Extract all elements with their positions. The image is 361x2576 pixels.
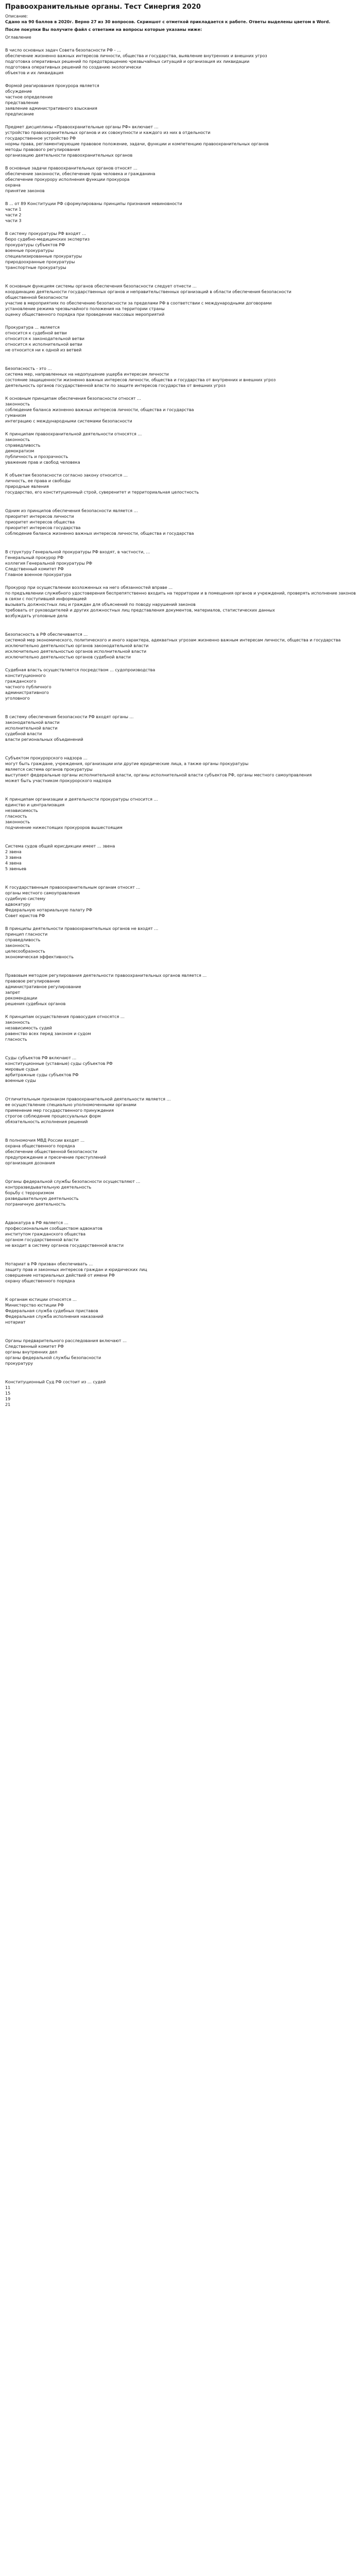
spacer-line xyxy=(5,1248,356,1254)
answer-option: решения судебных органов xyxy=(5,1002,66,1006)
answer-option: Генеральный прокурор РФ xyxy=(5,555,64,560)
answer-option: органы местного самоуправления xyxy=(5,891,80,895)
question-text: Нотариат в РФ призван обеспечивать … xyxy=(5,1262,93,1266)
answer-option: органом государственной власти xyxy=(5,1238,79,1242)
answer-option: приоритет интересов общества xyxy=(5,520,75,524)
question-text: К принципам организации и деятельности прокуратуры относится … xyxy=(5,797,158,802)
spacer-line xyxy=(5,536,356,542)
answer-option: части 1 xyxy=(5,207,22,212)
answer-option: организацию деятельности правоохранительных органов xyxy=(5,153,133,158)
answer-option: конституционные (уставные) суды субъектов РФ xyxy=(5,1061,113,1066)
spacer-line xyxy=(5,1284,356,1290)
question-text: Правовым методом регулирования деятельности правоохранительных органов является … xyxy=(5,973,207,978)
answer-option: могут быть граждане, учреждения, организации или другие юридические лица, а также органы прокуратуры xyxy=(5,761,249,766)
question-text: В систему обеспечения безопасности РФ входят органы … xyxy=(5,715,134,719)
question-text: Прокурор при осуществлении возложенных на него обязанностей вправе … xyxy=(5,585,173,590)
answer-option: объектов и их ликвидация xyxy=(5,71,64,75)
question-text: К принципам правоохранительной деятельности относятся … xyxy=(5,432,142,436)
answer-option: состояние защищенности жизненно важных интересов личности, общества и государства от внутренних и внешних угроз xyxy=(5,378,276,382)
answer-option: оценку общественного порядка при проведении массовых мероприятий xyxy=(5,312,165,317)
answer-option: система мер, направленных на недопущение ущерба интересам личности xyxy=(5,372,169,377)
question-text: Адвокатура в РФ является … xyxy=(5,1221,68,1225)
answer-option: справедливость xyxy=(5,443,41,448)
answer-option: судебной власти xyxy=(5,732,42,736)
question-text: Безопасность - это … xyxy=(5,366,52,371)
answer-option: органы внутренних дел xyxy=(5,1350,58,1354)
question-text: В принципы деятельности правоохранительных органов не входят … xyxy=(5,926,159,931)
spacer-line xyxy=(5,1083,356,1089)
answer-option: рекомендации xyxy=(5,996,38,1001)
answer-option: возбуждать уголовные дела xyxy=(5,614,68,618)
answer-option: принцип гласности xyxy=(5,932,48,937)
answer-option: запрет xyxy=(5,990,21,995)
answer-option: уголовного xyxy=(5,696,30,701)
answer-option: гражданского xyxy=(5,679,37,684)
answer-option: не входит в систему органов государственной власти xyxy=(5,1243,124,1248)
answer-option: подчинение нижестоящих прокуроров вышестоящим xyxy=(5,825,123,830)
description-label: Описание: xyxy=(5,14,28,19)
spacer-line xyxy=(5,701,356,707)
answer-option: бюро судебно-медицинских экспертиз xyxy=(5,237,90,242)
answer-option: исключительно деятельностью органов законодательной власти xyxy=(5,643,149,648)
spacer-line xyxy=(5,270,356,276)
answer-option: строгое соблюдение процессуальных форм xyxy=(5,1114,101,1118)
answer-option: пограничную деятельность xyxy=(5,1202,66,1207)
answer-option: приоритет интересов государства xyxy=(5,526,81,530)
question-text: Отличительным признаком правоохранительной деятельности является … xyxy=(5,1097,171,1101)
answer-option: принятие законов xyxy=(5,189,45,193)
answer-option: законность xyxy=(5,1020,30,1025)
question-text: Оглавление xyxy=(5,35,31,40)
answer-option: по предъявлении служебного удостоверения беспрепятственно входить на территории и в помещения органов и учреждений, проверять исполнение законов в связи с поступившей информацией xyxy=(5,591,356,601)
answer-option: военные суды xyxy=(5,1078,36,1083)
answer-option: охрану общественного порядка xyxy=(5,1279,75,1283)
question-text: Одним из принципов обеспечения безопасности является … xyxy=(5,509,138,513)
answer-option: профессиональным сообществом адвокатов xyxy=(5,1226,102,1231)
answer-option: интеграцию с международными системами безопасности xyxy=(5,419,132,423)
question-text: В полномочия МВД России входят … xyxy=(5,1138,85,1143)
purchase-notice: После покупки Вы получите файл с ответами на вопросы которые указаны ниже: xyxy=(5,27,202,32)
answer-option: личность, ее права и свободы xyxy=(5,479,71,483)
answer-option: институтом гражданского общества xyxy=(5,1232,85,1236)
answer-option: гласность xyxy=(5,814,27,819)
answer-option: целесообразность xyxy=(5,949,45,954)
question-text: В основные задачи правоохранительных органов относят … xyxy=(5,166,137,171)
answer-option: уважение прав и свобод человека xyxy=(5,460,80,465)
spacer-line xyxy=(5,742,356,748)
question-text: В ... от 89 Конституции РФ сформулированы принципы признания невиновности xyxy=(5,201,182,206)
answer-option: Федеральная служба исполнения наказаний xyxy=(5,1314,104,1319)
question-text: Суды субъектов РФ включают … xyxy=(5,1056,77,1060)
spacer-line xyxy=(5,1325,356,1331)
question-text: Органы федеральной службы безопасности осуществляют … xyxy=(5,1179,141,1184)
question-text: В число основных задач Совета безопасности РФ - … xyxy=(5,48,122,53)
spacer-line xyxy=(5,1042,356,1048)
question-text: Предмет дисциплины «Правоохранительные органы РФ» включает … xyxy=(5,125,159,129)
answer-option: 2 звена xyxy=(5,850,22,854)
answer-option: охрана общественного порядка xyxy=(5,1144,75,1148)
answer-option: борьбу с терроризмом xyxy=(5,1191,54,1195)
answer-option: 15 xyxy=(5,1391,11,1396)
spacer-line xyxy=(5,831,356,836)
answer-option: обязательность исполнения решений xyxy=(5,1120,88,1124)
question-text: Система судов общей юрисдикции имеет … звена xyxy=(5,844,115,849)
answer-option: государственное устройство РФ xyxy=(5,136,76,141)
question-text: К основным функциям системы органов обеспечения безопасности следует отнести … xyxy=(5,284,197,289)
answer-option: требовать от руководителей и других должностных лиц представления документов, материалов, статистических данных xyxy=(5,608,275,613)
question-text: В структуру Генеральной прокуратуры РФ входят, в частности, … xyxy=(5,550,150,554)
question-text: Конституционный Суд РФ состоит из … судей xyxy=(5,1380,106,1384)
answer-option: деятельность органов государственной власти по защите интересов государства от внешних угроз xyxy=(5,383,226,388)
answer-option: Следственный комитет РФ xyxy=(5,567,64,571)
document-title: Правоохранительные органы. Тест Синергия 2020 xyxy=(5,3,201,11)
spacer-line xyxy=(5,960,356,965)
answer-option: власти региональных объединений xyxy=(5,737,83,742)
answer-option: прокуратуры субъектов РФ xyxy=(5,243,65,247)
answer-option: представление xyxy=(5,100,39,105)
answer-option: законность xyxy=(5,402,30,406)
answer-option: соблюдение баланса жизненно важных интересов личности, общества и государства xyxy=(5,408,194,412)
answer-option: государство, его конституционный строй, суверенитет и территориальная целостность xyxy=(5,490,199,495)
answer-option: Федеральная служба судебных приставов xyxy=(5,1309,98,1313)
spacer-line xyxy=(5,872,356,877)
question-text: Органы предварительного расследования включают … xyxy=(5,1338,127,1343)
answer-option: относится к судебной ветви xyxy=(5,331,67,335)
answer-option: исключительно деятельностью органов исполнительной власти xyxy=(5,649,147,654)
answer-option: гуманизм xyxy=(5,413,26,418)
answer-option: предписание xyxy=(5,112,34,116)
answer-option: организация дознания xyxy=(5,1161,55,1165)
answer-option: защиту прав и законных интересов граждан и юридических лиц xyxy=(5,1267,147,1272)
answer-option: частного публичного xyxy=(5,685,51,689)
answer-option: коллегия Генеральной прокуратуры РФ xyxy=(5,561,93,566)
answer-option: может быть участником прокурорского надзора xyxy=(5,778,111,783)
answer-option: справедливость xyxy=(5,938,41,942)
answer-option: устройство правоохранительных органов и их совокупности и каждого из них в отдельности xyxy=(5,130,211,135)
answer-option: применение мер государственного принуждения xyxy=(5,1108,114,1113)
answer-option: нормы права, регламентирующие правовое положение, задачи, функции и компетенцию правоохранительных органов xyxy=(5,142,269,146)
answer-option: части 2 xyxy=(5,213,22,217)
answer-option: не относится ни к одной из ветвей xyxy=(5,348,82,352)
answer-option: природоохранные прокуратуры xyxy=(5,260,75,264)
question-text: К объектам безопасности согласно закону относится … xyxy=(5,473,128,478)
spacer-line xyxy=(5,1207,356,1213)
answer-option: нотариат xyxy=(5,1320,26,1325)
spacer-line xyxy=(5,784,356,789)
answer-option: независимость xyxy=(5,808,38,813)
answer-option: независимость судей xyxy=(5,1026,52,1030)
answer-option: заявление административного взыскания xyxy=(5,106,97,111)
answer-option: Министерство юстиции РФ xyxy=(5,1303,64,1308)
question-text: Формой реагирования прокурора является xyxy=(5,83,99,88)
answer-option: вызывать должностных лиц и граждан для объяснений по поводу нарушений законов xyxy=(5,602,196,607)
spacer-line xyxy=(5,619,356,624)
answer-option: 3 звена xyxy=(5,855,22,860)
answer-option: законность xyxy=(5,943,30,948)
answer-option: является система органов прокуратуры xyxy=(5,767,93,772)
answer-option: методы правового регулирования xyxy=(5,147,80,152)
answer-option: обсуждение xyxy=(5,89,32,94)
answer-option: законность xyxy=(5,437,30,442)
description-text: Сдано на 90 баллов в 2020г. Верно 27 из 30 вопросов. Скриншот с отметкой прикладается к работе. Ответы выделены цветом в Word. xyxy=(5,20,331,24)
answer-option: обеспечение общественной безопасности xyxy=(5,1149,97,1154)
answer-option: 4 звена xyxy=(5,861,22,866)
answer-option: частное определение xyxy=(5,95,53,99)
question-text: Судебная власть осуществляется посредством ... судопроизводства xyxy=(5,668,156,672)
spacer-line xyxy=(5,353,356,359)
answer-option: Федеральную нотариальную палату РФ xyxy=(5,908,93,912)
answer-option: общественной безопасности xyxy=(5,295,68,300)
answer-option: охрана xyxy=(5,183,21,188)
spacer-line xyxy=(5,1366,356,1372)
answer-option: контрразведывательную деятельность xyxy=(5,1185,92,1190)
answer-option: предупреждение и пресечение преступлений xyxy=(5,1155,107,1160)
answer-option: административное регулирование xyxy=(5,985,81,989)
question-text: Безопасность в РФ обеспечивается … xyxy=(5,632,88,637)
answer-option: 5 звеньев xyxy=(5,867,27,871)
answer-option: административного xyxy=(5,690,49,695)
answer-option: относится к законодательной ветви xyxy=(5,336,84,341)
answer-option: обеспечение прокурору исполнения функции прокурора xyxy=(5,177,130,182)
question-text: К принципам осуществления правосудия относятся … xyxy=(5,1014,125,1019)
answer-option: публичность и прозрачность xyxy=(5,454,68,459)
question-list xyxy=(5,35,356,1408)
spacer-line xyxy=(5,1125,356,1130)
question-text: В систему прокуратуры РФ входят … xyxy=(5,231,87,236)
answer-option: координацию деятельности государственных органов и неправительственных организаций в области обеспечения безопасности xyxy=(5,290,291,294)
answer-option: относится к исполнительной ветви xyxy=(5,342,82,347)
answer-option: адвокатуру xyxy=(5,902,30,907)
answer-option: правовое регулирование xyxy=(5,979,60,984)
answer-option: Следственный комитет РФ xyxy=(5,1344,64,1349)
question-text: К государственным правоохранительным органам относят … xyxy=(5,885,141,890)
answer-option: 21 xyxy=(5,1402,11,1407)
answer-option: 11 xyxy=(5,1385,11,1390)
answer-option: 19 xyxy=(5,1397,11,1401)
answer-option: транспортные прокуратуры xyxy=(5,265,66,270)
answer-option: Совет юристов РФ xyxy=(5,913,45,918)
question-text: Субъектом прокурорского надзора … xyxy=(5,756,88,760)
spacer-line xyxy=(5,1166,356,1172)
answer-option: военные прокуратуры xyxy=(5,248,54,253)
answer-option: специализированные прокуратуры xyxy=(5,254,82,259)
answer-option: единство и централизация xyxy=(5,803,64,807)
answer-option: Главное военное прокуратура xyxy=(5,572,72,577)
answer-option: прокуратуру xyxy=(5,1361,33,1366)
answer-option: совершение нотариальных действий от имени РФ xyxy=(5,1273,115,1278)
answer-option: законность xyxy=(5,820,30,824)
answer-option: органы федеральной службы безопасности xyxy=(5,1355,101,1360)
answer-option: подготовка оперативных решений по созданию экологически xyxy=(5,65,142,70)
answer-option: системой мер экономического, политического и иного характера, адекватных угрозам жизненно важным интересам личности, общества и государства xyxy=(5,638,341,642)
answer-option: гласность xyxy=(5,1037,27,1042)
question-text: Прокуратура ... является xyxy=(5,325,60,330)
answer-option: приоритет интересов личности xyxy=(5,514,74,519)
answer-option: части 3 xyxy=(5,218,22,223)
answer-option: арбитражные суды субъектов РФ xyxy=(5,1073,79,1077)
question-text: К основным принципам обеспечения безопасности относят … xyxy=(5,396,141,401)
answer-option: выступают федеральные органы исполнительной власти, органы исполнительной власти субъектов РФ, органы местного самоуправления xyxy=(5,773,312,777)
answer-option: экономическая эффективность xyxy=(5,955,74,959)
answer-option: установление режима чрезвычайного положения на территории страны xyxy=(5,307,165,311)
answer-option: обеспечение жизненно важных интересов личности, общества и государства, выявление внутренних и внешних угроз xyxy=(5,54,267,58)
answer-option: природные явления xyxy=(5,484,49,489)
answer-option: мировые судьи xyxy=(5,1067,39,1072)
answer-option: законодательной власти xyxy=(5,720,60,725)
answer-option: судебную систему xyxy=(5,896,46,901)
question-text: К органам юстиции относятся … xyxy=(5,1297,77,1302)
answer-option: подготовка оперативных решений по предотвращению чрезвычайных ситуаций и организация их ликвидации xyxy=(5,59,250,64)
answer-option: соблюдение баланса жизненно важных интересов личности, общества и государства xyxy=(5,531,194,536)
answer-option: участие в мероприятиях по обеспечению безопасности за пределами РФ в соответствии с международными договорами xyxy=(5,301,272,306)
spacer-line xyxy=(5,495,356,501)
answer-option: демократизм xyxy=(5,449,35,453)
answer-option: исполнительной власти xyxy=(5,726,58,731)
answer-option: разведывательную деятельность xyxy=(5,1196,79,1201)
answer-option: исключительно деятельностью органов судебной власти xyxy=(5,655,131,659)
answer-option: ее осуществление специально уполномоченными органами xyxy=(5,1103,136,1107)
answer-option: обеспечение законности, обеспечение прав человека и гражданина xyxy=(5,172,156,176)
answer-option: равенство всех перед законом и судом xyxy=(5,1031,91,1036)
answer-option: конституционного xyxy=(5,673,46,678)
